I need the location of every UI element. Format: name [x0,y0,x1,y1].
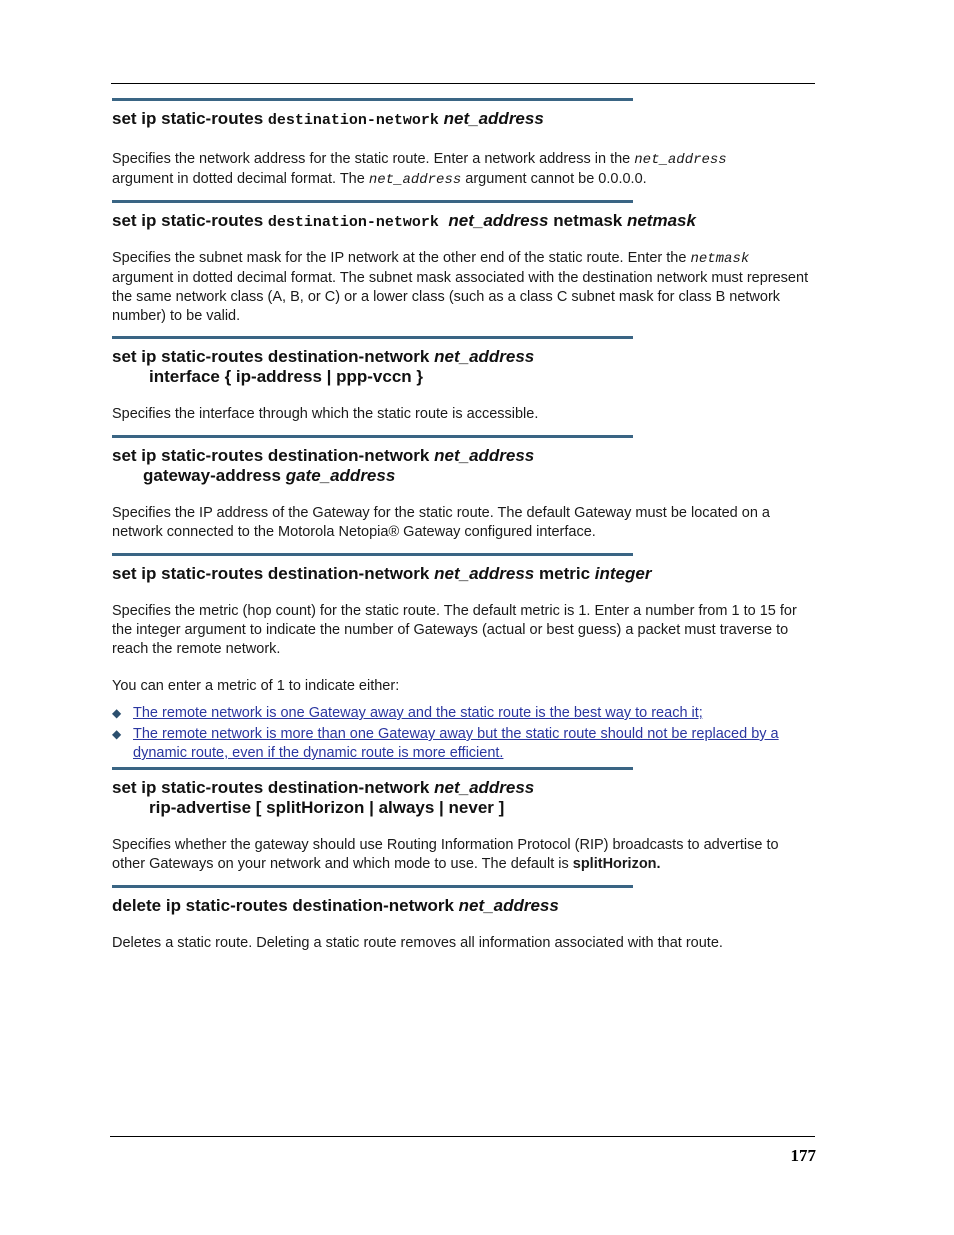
section-netmask [112,200,812,326]
section-bar [112,767,633,770]
section-destination-network [112,98,812,190]
metric-options-list [112,704,812,763]
command-description: Specifies the IP address of the Gateway for the static route. The default Gateway must be located on a network connected to the Motorola Netopia® Gateway configured interface. [112,505,770,540]
diamond-bullet-icon: ◆ [112,727,122,741]
section-bar [112,98,633,101]
section-metric [112,553,812,765]
command-heading: set ip static-routes destination-network net_address gateway-address gate_address [112,446,535,485]
command-heading: set ip static-routes destination-network net_address [112,109,544,129]
section-interface [112,336,812,424]
list-item [112,725,812,763]
command-description: Specifies the network address for the static route. Enter a network address in the net_address argument in dotted decimal format. The net_address argument cannot be 0.0.0.0. [112,151,727,188]
section-bar [112,336,633,339]
section-bar [112,435,633,438]
footer-rule [110,1136,815,1137]
command-heading: delete ip static-routes destination-network net_address [112,896,559,915]
section-bar [112,200,633,203]
page-number: 177 [790,1146,816,1165]
command-heading: set ip static-routes destination-network net_address netmask netmask [112,211,696,231]
command-description: Specifies whether the gateway should use Routing Information Protocol (RIP) broadcasts to advertise to other Gateways on your network and which mode to use. The default is splitHorizon. [112,837,779,872]
command-heading: set ip static-routes destination-network net_address rip-advertise [ splitHorizon | always | never ] [112,778,535,817]
header-rule [111,83,815,84]
section-bar [112,885,633,888]
command-description: Specifies the subnet mask for the IP network at the other end of the static route. Enter the netmask argument in dotted decimal format. The subnet mask associated with the destination network must represent the same network class (A, B, or C) or a lower class (such as a class C subnet mask for class B network number) to be valid. [112,250,809,324]
list-item-link[interactable]: The remote network is more than one Gateway away but the static route should not be replaced by a dynamic route, even if the dynamic route is more efficient. [133,726,779,761]
command-description: Deletes a static route. Deleting a static route removes all information associated with that route. [112,935,723,951]
section-bar [112,553,633,556]
command-description: Specifies the interface through which the static route is accessible. [112,406,539,422]
command-description: Specifies the metric (hop count) for the static route. The default metric is 1. Enter a number from 1 to 15 for the integer argument to indicate the number of Gateways (actual or best guess) a packet must traverse to reach the remote network. [112,603,797,657]
command-heading: set ip static-routes destination-network net_address metric integer [112,564,652,583]
command-heading: set ip static-routes destination-network net_address interface { ip-address | ppp-vccn } [112,347,535,386]
metric-intro: You can enter a metric of 1 to indicate either: [112,678,400,694]
section-rip-advertise [112,767,812,874]
list-item [112,704,812,723]
list-item-link[interactable]: The remote network is one Gateway away and the static route is the best way to reach it; [133,705,703,721]
diamond-bullet-icon: ◆ [112,706,122,720]
section-gateway-address [112,435,812,542]
section-delete [112,885,812,953]
